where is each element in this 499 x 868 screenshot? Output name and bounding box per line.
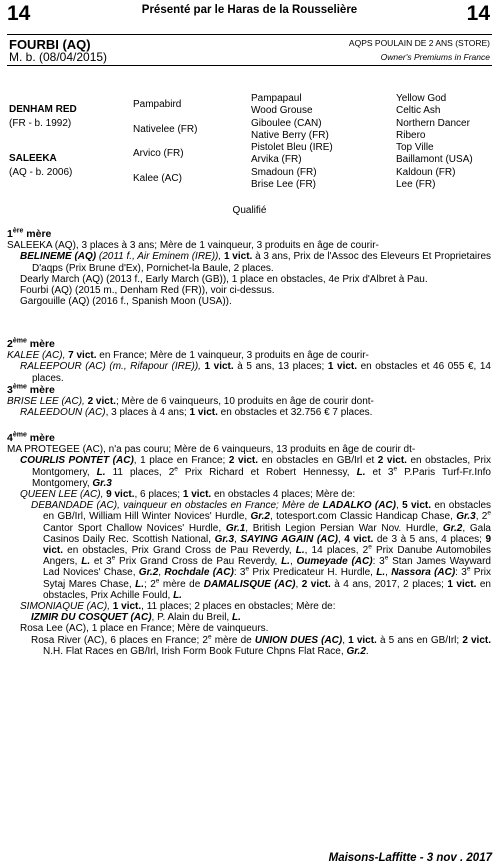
owners-premiums: Owner's Premiums in France xyxy=(380,52,490,62)
pedigree-gen3-item: Brise Lee (FR) xyxy=(251,179,317,190)
dam-info: (AQ - b. 2006) xyxy=(9,167,73,178)
pedigree-gen3-item: Giboulee (CAN) xyxy=(251,118,322,129)
sire-info: (FR - b. 1992) xyxy=(9,118,72,129)
fourth-dam-section xyxy=(7,433,491,657)
sale-venue-date: Maisons-Laffitte - 3 nov . 2017 xyxy=(328,852,492,864)
first-dam-produce: Dearly March (AQ) (2013 f., Early March (GB)), 1 place en obstacles, 4e Prix d'Albret à Pau. xyxy=(20,273,428,285)
third-dam-produce: RALEEDOUN (AC), 3 places à 4 ans; 1 vict. en obstacles et 32.756 € 7 places. xyxy=(20,407,373,419)
pedigree-gen3-item: Arvika (FR) xyxy=(251,154,302,165)
pedigree-gen3-item: Wood Grouse xyxy=(251,105,313,116)
dam-name: SALEEKA xyxy=(9,153,57,164)
pedigree-gen2-item: Arvico (FR) xyxy=(133,148,184,159)
sire-name: DENHAM RED xyxy=(9,104,77,115)
lot-number-right: 14 xyxy=(466,2,490,25)
third-dam-section xyxy=(7,385,491,419)
pedigree-gen2-item: Pampabird xyxy=(133,99,182,110)
lot-number-left: 14 xyxy=(7,2,31,25)
pedigree-gen3-item: Smadoun (FR) xyxy=(251,167,317,178)
fourth-dam-produce-queen-lee: QUEEN LEE (AC), 9 vict., 6 places; 1 vict. en obstacles 4 places; Mère de: xyxy=(20,489,356,501)
second-dam-produce: RALEEPOUR (AC) (m., Rifapour (IRE)), 1 vict. à 5 ans, 13 places; 1 vict. en obstacles et 46 055 €, 14 places. xyxy=(20,361,491,384)
second-dam-heading: 2ème mère xyxy=(7,337,55,350)
fourth-dam-produce-debandade: DEBANDADE (AC), vainqueur en obstacles en France; Mère de LADALKO (AC), 5 vict. en obstacles en GB/Irl, William Hill Winter Novices' Hurdle, Gr.2, totesport.com Classic Handicap Chase, Gr.3, 2e Cantor Sport Challow Novices' Hurdle, Gr.1, British Legion Persian War Nov. Hurdle, Gr.2, Gala Casinos Daily Rec. Scottish National, Gr.3, SAYING AGAIN (AC), 4 vict. de 3 à 5 ans, 4 places; 9 vict. en obstacles, Prix Grand Cross de Pau Reverdy, L., 14 places, 2e Prix Danube Automobiles Angers, L. et 3e Prix Grand Cross de Pau Reverdy, L., Oumeyade (AC): 3e Stan James Wayward Lad Novices' Chase, Gr.2, Rochdale (AC): 3e Prix Predicateur H. Hurdle, L., Nassora (AC): 3e Prix Sytaj Mares Chase, L.; 2e mère de DAMALISQUE (AC), 2 vict. à 4 ans, 2017, 2 places; 1 vict. en obstacles, Prix Achille Fould, L. xyxy=(31,500,492,601)
pedigree-gen4-item: Yellow God xyxy=(396,93,447,104)
fourth-dam-produce-courlis: COURLIS PONTET (AC), 1 place en France; 2 vict. en obstacles en GB/Irl et 2 vict. en obstacles, Prix Montgomery, L. 11 places, 2e Prix Richard et Robert Hennessy, L. et 3e P.Paris Turf-Fr.Info Montgomery, Gr.3 xyxy=(20,455,491,489)
fourth-dam-summary: MA PROTEGEE (AC), n'a pas couru; Mère de 6 vainqueurs, 13 produits en âge de courir dt- xyxy=(7,444,416,456)
first-dam-produce: Fourbi (AQ) (2015 m., Denham Red (FR)), voir ci-dessus. xyxy=(20,285,275,297)
first-dam-section xyxy=(7,229,491,307)
third-dam-summary: BRISE LEE (AC), 2 vict.; Mère de 6 vainqueurs, 10 produits en âge de courir dont- xyxy=(7,396,374,408)
third-dam-heading: 3ème mère xyxy=(7,383,55,396)
qualifie-label: Qualifié xyxy=(232,205,267,216)
pedigree-gen3-item: Native Berry (FR) xyxy=(251,130,329,141)
pedigree-gen4-item: Baillamont (USA) xyxy=(396,154,473,165)
first-dam-produce: Gargouille (AQ) (2016 f., Spanish Moon (USA)). xyxy=(20,296,232,308)
first-dam-summary: SALEEKA (AQ), 3 places à 3 ans; Mère de 1 vainqueur, 3 produits en âge de courir- xyxy=(7,240,379,252)
fourth-dam-produce-izmir: IZMIR DU COSQUET (AC), P. Alain du Breil, L. xyxy=(31,612,241,624)
pedigree-gen3-item: Pistolet Bleu (IRE) xyxy=(251,142,333,153)
horse-coat-birth: M. b. (08/04/2015) xyxy=(9,50,108,64)
second-dam-section xyxy=(7,339,491,384)
pedigree-gen4-item: Kaldoun (FR) xyxy=(396,167,456,178)
first-dam-heading: 1ère mère xyxy=(7,227,52,240)
presented-by: Présenté par le Haras de la Rousselière xyxy=(141,4,358,16)
horse-title-box xyxy=(7,34,492,66)
fourth-dam-produce-rosa-river: Rosa River (AC), 6 places en France; 2e mère de UNION DUES (AC), 1 vict. à 5 ans en GB/Irl; 2 vict. N.H. Flat Races en GB/Irl, Irish Form Book Future Chpns Flat Race, Gr.2. xyxy=(31,633,492,657)
fourth-dam-produce-rosa-lee: Rosa Lee (AC), 1 place en France; Mère de vainqueurs. xyxy=(20,623,269,635)
pedigree-gen4-item: Northern Dancer xyxy=(396,118,470,129)
pedigree-gen2-item: Kalee (AC) xyxy=(133,173,182,184)
second-dam-summary: KALEE (AC), 7 vict. en France; Mère de 1 vainqueur, 3 produits en âge de courir- xyxy=(7,350,369,362)
first-dam-produce: BELINEME (AQ) (2011 f., Air Eminem (IRE)), 1 vict. à 3 ans, Prix de l'Assoc des Eleveurs Et Proprietaires D'aqps (Prix Brune d'Ex), Pornichet-la Baule, 2 places. xyxy=(20,251,492,274)
pedigree-gen4-item: Ribero xyxy=(396,130,426,141)
pedigree-gen4-item: Celtic Ash xyxy=(396,105,441,116)
fourth-dam-produce-simoniaque: SIMONIAQUE (AC), 1 vict., 11 places; 2 places en obstacles; Mère de: xyxy=(20,601,336,613)
pedigree-gen2-item: Nativelee (FR) xyxy=(133,124,198,135)
pedigree-gen4-item: Lee (FR) xyxy=(396,179,436,190)
fourth-dam-heading: 4ème mère xyxy=(7,431,55,444)
pedigree-gen3-item: Pampapaul xyxy=(251,93,302,104)
horse-name: FOURBI (AQ) xyxy=(9,37,91,52)
pedigree-gen4-item: Top Ville xyxy=(396,142,434,153)
sale-category: AQPS POULAIN DE 2 ANS (STORE) xyxy=(348,38,490,48)
